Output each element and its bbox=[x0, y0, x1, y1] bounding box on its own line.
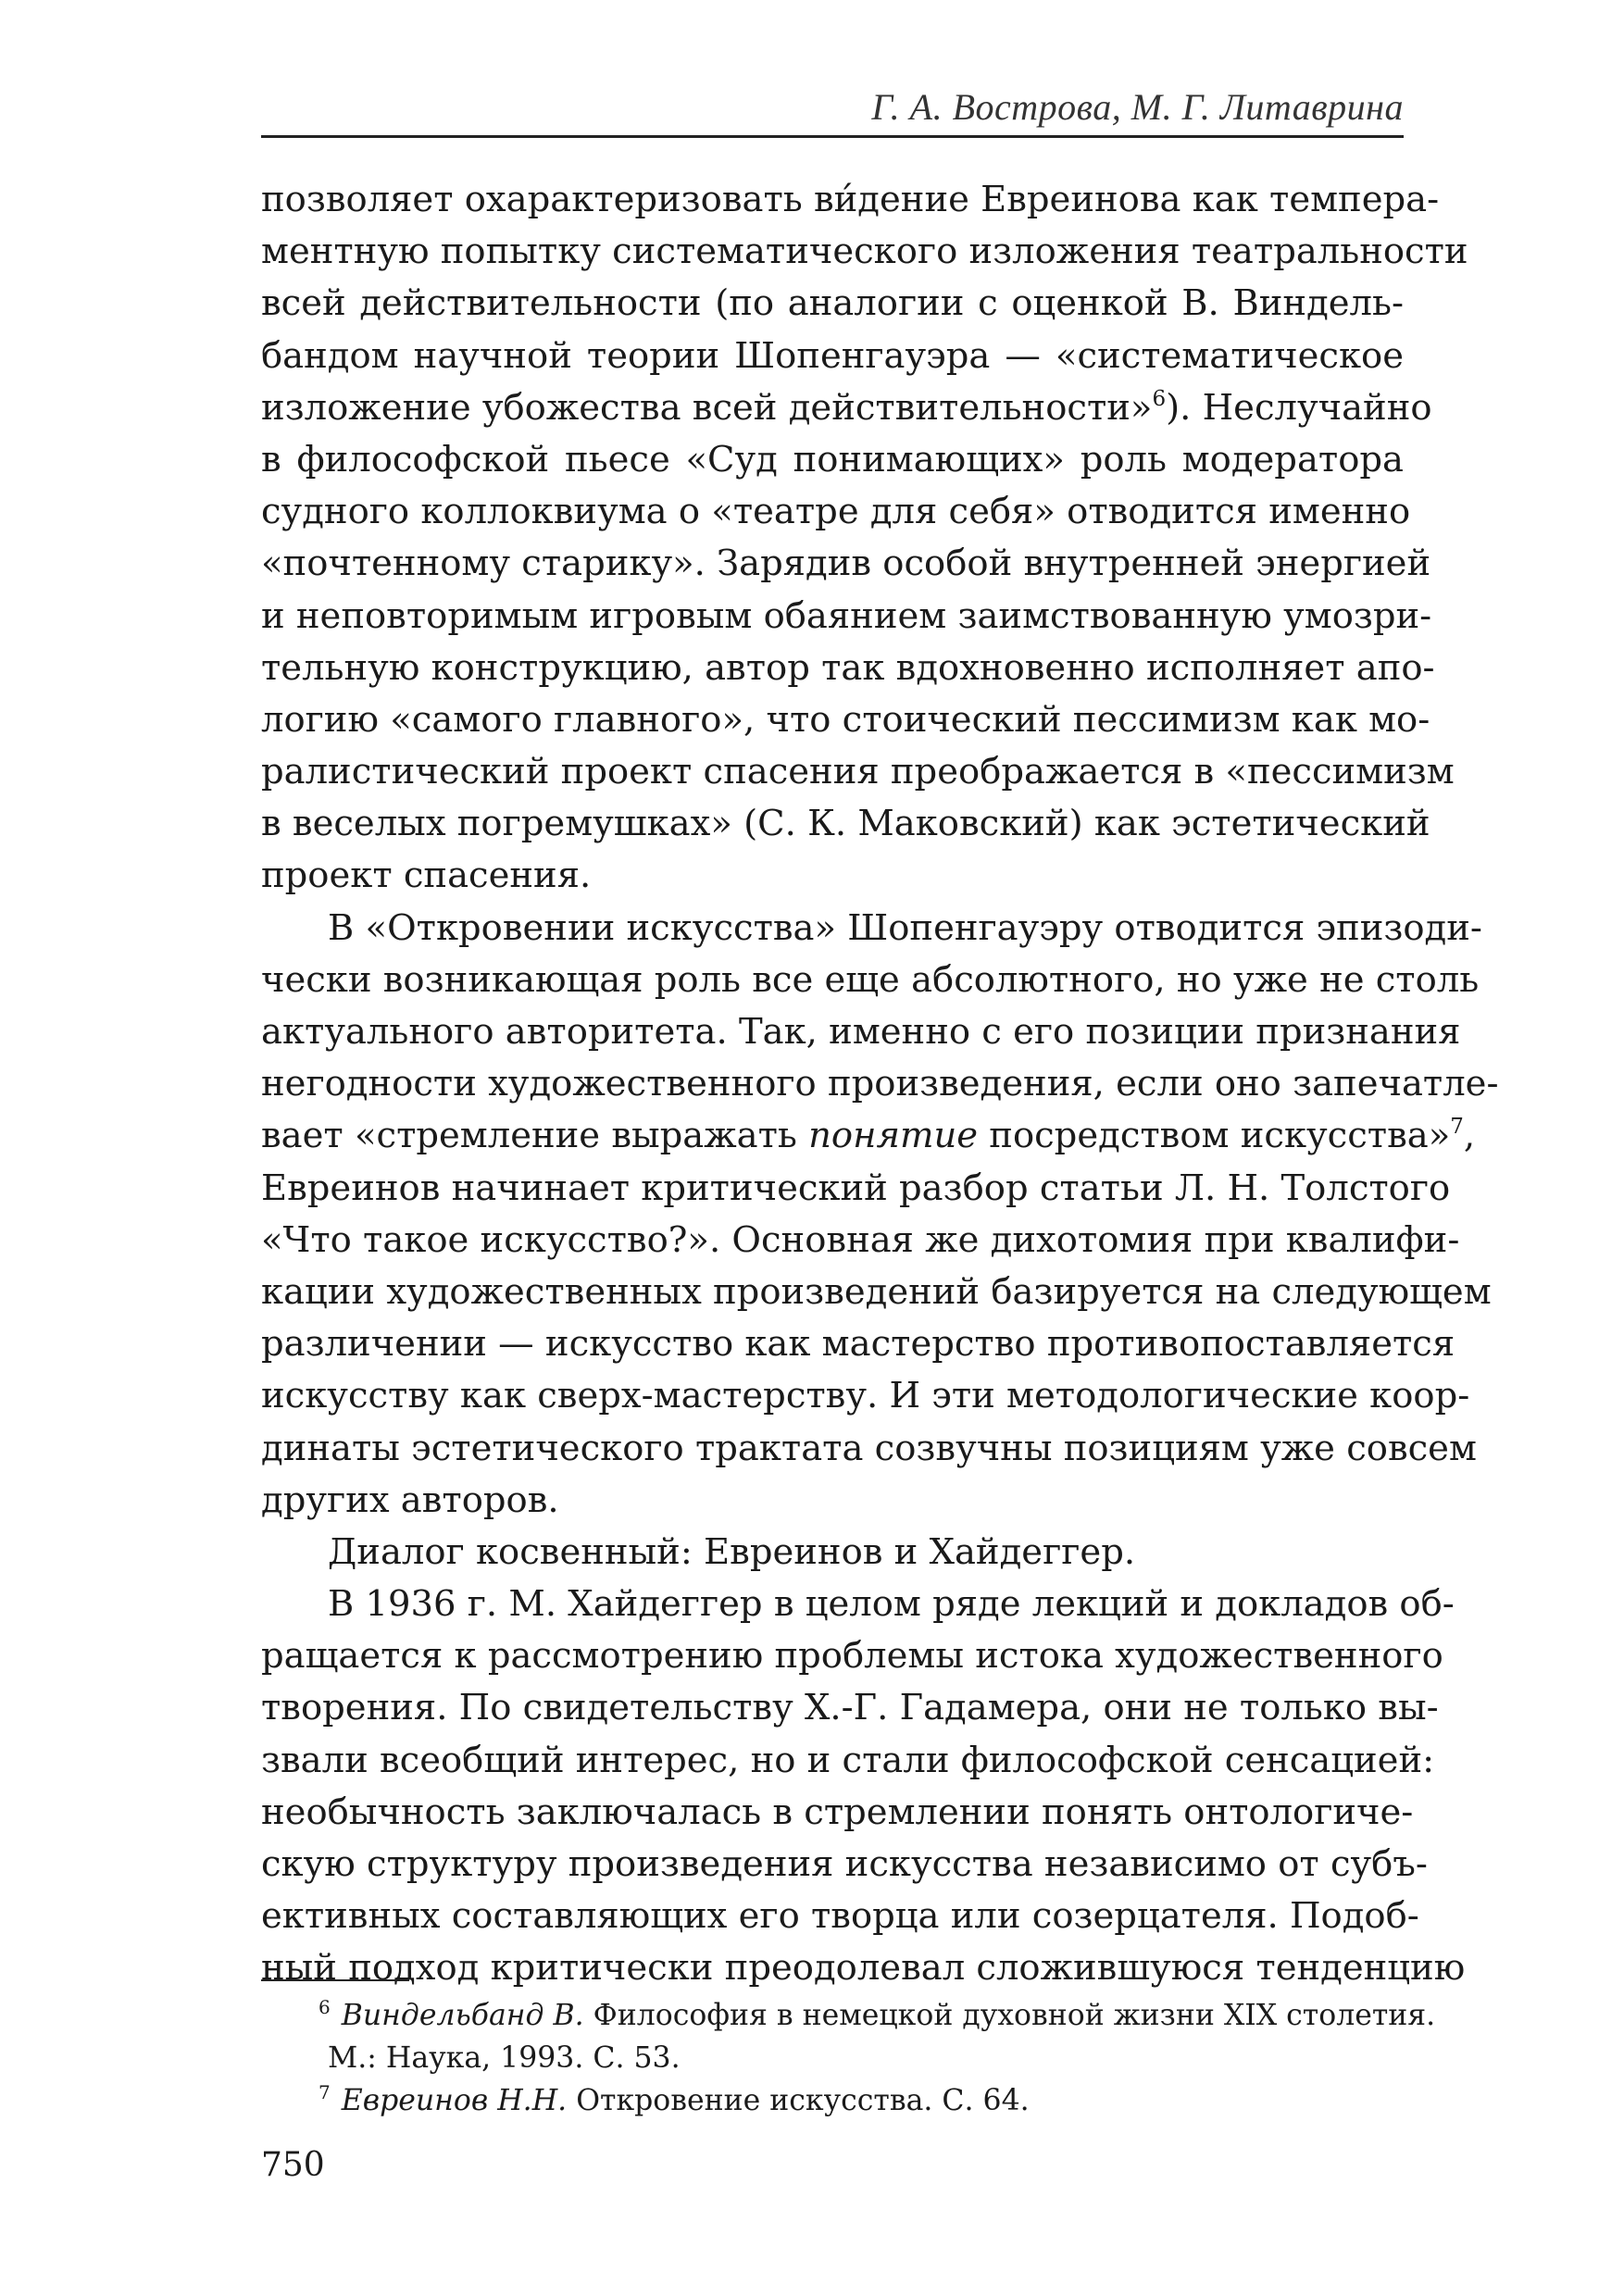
text-line: Диалог косвенный: Евреинов и Хайдеггер. bbox=[328, 1530, 1136, 1573]
text-line: позволяет охарактеризовать ви́дение Евреинова как темпера- bbox=[261, 179, 1440, 220]
text-line: звали всеобщий интерес, но и стали философской сенсацией: bbox=[261, 1739, 1435, 1781]
text-line: других авторов. bbox=[261, 1479, 559, 1521]
text-line: скую структуру произведения искусства независимо от субъ- bbox=[261, 1843, 1428, 1885]
footnote-6 bbox=[261, 1994, 1436, 2037]
text-line: чески возникающая роль все еще абсолютного, но уже не столь bbox=[261, 958, 1480, 1001]
text-line: Евреинов начинает критический разбор статьи Л. Н. Толстого bbox=[261, 1167, 1451, 1209]
text-line: «Что такое искусство?». Основная же дихотомия при квалифи- bbox=[261, 1218, 1460, 1261]
text-line: кации художественных произведений базируется на следующем bbox=[261, 1270, 1492, 1313]
text-line: В «Откровении искусства» Шопенгауэру отводится эпизоди- bbox=[328, 906, 1482, 949]
text-line: проект спасения. bbox=[261, 855, 592, 897]
text-segment: посредством искусства» bbox=[978, 1115, 1451, 1157]
footnotes bbox=[261, 1994, 1436, 2122]
text-segment: вает «стремление выражать bbox=[261, 1115, 809, 1157]
header-rule bbox=[261, 135, 1404, 138]
footnote-6-continuation: М.: Наука, 1993. С. 53. bbox=[328, 2041, 681, 2075]
text-line: и неповторимым игровым обаянием заимствованную умозри- bbox=[261, 594, 1432, 637]
text-line: ективных составляющих его творца или созерцателя. Подоб- bbox=[261, 1895, 1419, 1938]
text-line: в философской пьесе «Суд понимающих» роль модератора bbox=[261, 438, 1404, 480]
emphasis-text: понятие bbox=[808, 1115, 979, 1157]
running-head: Г. А. Вострова, М. Г. Литаврина bbox=[871, 86, 1404, 128]
text-line: творения. По свидетельству Х.-Г. Гадамера, они не только вы- bbox=[261, 1687, 1439, 1729]
footnote-separator bbox=[261, 1979, 409, 1981]
text-line: всей действительности (по аналогии с оценкой В. Виндель- bbox=[261, 282, 1404, 325]
text-line: В 1936 г. М. Хайдеггер в целом ряде лекций и докладов об- bbox=[328, 1583, 1455, 1626]
text-line: актуального авторитета. Так, именно с его позиции признания bbox=[261, 1011, 1461, 1053]
text-line: ментную попытку систематического изложения театральности bbox=[261, 231, 1468, 273]
text-segment: , bbox=[1463, 1115, 1476, 1157]
footnote-7 bbox=[261, 2079, 1404, 2122]
text-line: негодности художественного произведения, если оно запечатле- bbox=[261, 1063, 1499, 1105]
main-text bbox=[261, 174, 1499, 1995]
footnote-author: Виндельбанд В. bbox=[341, 1999, 584, 2032]
text-line: необычность заключалась в стремлении понять онтологиче- bbox=[261, 1791, 1414, 1833]
text-line: в веселых погремушках» (С. К. Маковский) как эстетический bbox=[261, 803, 1430, 845]
text-line: «почтенному старику». Зарядив особой внутренней энергией bbox=[261, 543, 1431, 585]
text-line: бандом научной теории Шопенгауэра — «систематическое bbox=[261, 334, 1404, 377]
footnote-ref-6[interactable]: 6 bbox=[1152, 386, 1167, 411]
text-line: тельную конструкцию, автор так вдохновенно исполняет апо- bbox=[261, 646, 1435, 689]
footnote-mark: 7 bbox=[319, 2081, 331, 2103]
text-line: ралистический проект спасения преображается в «пессимизм bbox=[261, 751, 1455, 793]
text-line bbox=[261, 382, 1432, 434]
text-line bbox=[261, 1110, 1476, 1162]
text-line: ный подход критически преодолевал сложившуюся тенденцию bbox=[261, 1947, 1466, 1990]
footnote-text: Философия в немецкой духовной жизни XIX столетия. bbox=[583, 1999, 1436, 2032]
footnote-text: Откровение искусства. С. 64. bbox=[567, 2084, 1030, 2117]
text-line: динаты эстетического трактата созвучны позициям уже совсем bbox=[261, 1427, 1477, 1469]
footnote-ref-7[interactable]: 7 bbox=[1450, 1115, 1464, 1140]
text-line: судного коллоквиума о «театре для себя» отводится именно bbox=[261, 491, 1411, 533]
footnote-mark: 6 bbox=[319, 1996, 331, 2018]
text-line: логию «самого главного», что стоический пессимизм как мо- bbox=[261, 698, 1430, 741]
text-segment: ). Неслучайно bbox=[1166, 386, 1432, 429]
text-line: различении — искусство как мастерство противопоставляется bbox=[261, 1323, 1455, 1366]
text-segment: изложение убожества всей действительности» bbox=[261, 386, 1153, 429]
text-line: ращается к рассмотрению проблемы истока художественного bbox=[261, 1635, 1443, 1678]
footnote-author: Евреинов Н.Н. bbox=[341, 2084, 568, 2117]
page-number: 750 bbox=[261, 2146, 325, 2184]
text-line: искусству как сверх-мастерству. И эти методологические коор- bbox=[261, 1375, 1470, 1417]
